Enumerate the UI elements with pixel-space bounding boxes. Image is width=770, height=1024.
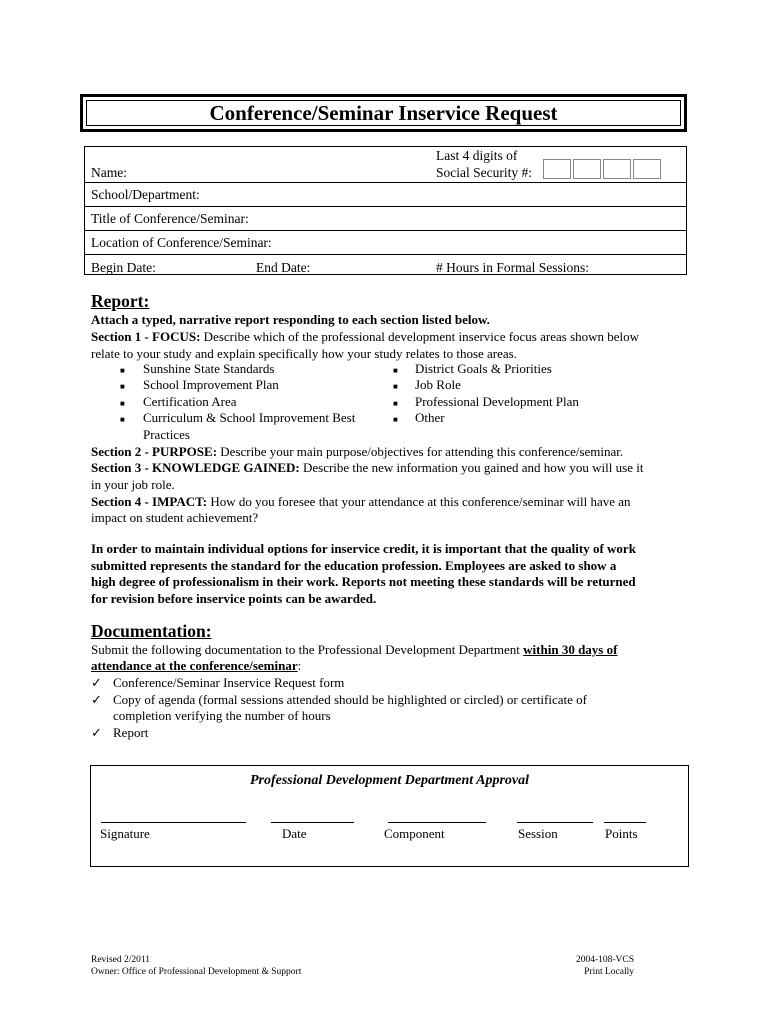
- revised-date: Revised 2/2011: [91, 955, 151, 965]
- colon-text: :: [297, 658, 302, 673]
- section-3-text: Describe the new information you gained and how you will use it: [299, 460, 644, 475]
- checkmark-icon: ✓: [91, 725, 102, 740]
- report-heading: Report:: [91, 291, 150, 311]
- signature-label: Signature: [100, 826, 150, 841]
- notice-line: submitted represents the standard for the education profession. Employees are asked to show a: [91, 557, 617, 573]
- section-2-text: Describe your main purpose/objectives for attending this conference/seminar.: [217, 444, 624, 459]
- title-box-inner: [86, 100, 681, 126]
- points-line[interactable]: [604, 822, 646, 823]
- ssn-digit-4-field[interactable]: [633, 159, 661, 179]
- doc-item: Report: [113, 725, 149, 740]
- component-line[interactable]: [388, 822, 486, 823]
- conference-title-label: Title of Conference/Seminar:: [91, 211, 249, 226]
- end-date-label: End Date:: [256, 260, 311, 275]
- section-3-label: Section 3 - KNOWLEDGE GAINED:: [91, 460, 300, 475]
- section-2: [91, 444, 623, 461]
- notice-line: for revision before inservice points can be awarded.: [91, 590, 377, 606]
- form-row-dates[interactable]: [85, 255, 686, 274]
- request-form: [84, 146, 687, 275]
- ssn-label-line-2: Social Security #:: [436, 165, 532, 180]
- footer-left: [91, 954, 301, 978]
- ssn-label-line-1: Last 4 digits of: [436, 148, 518, 163]
- section-4-text: How do you foresee that your attendance at this conference/seminar will have an: [207, 494, 631, 509]
- documentation-intro-text: Submit the following documentation to the Professional Development Department: [91, 642, 524, 657]
- signature-line[interactable]: [101, 822, 246, 823]
- doc-item-cont: completion verifying the number of hours: [113, 708, 331, 723]
- footer-right: [576, 954, 634, 978]
- approval-title: Professional Development Department Approval: [249, 773, 530, 788]
- form-row-name: [85, 147, 686, 183]
- approval-box: [90, 765, 689, 867]
- focus-item: School Improvement Plan: [143, 377, 279, 392]
- component-label: Component: [384, 826, 445, 841]
- documentation-intro: [91, 642, 617, 659]
- quality-notice: [91, 541, 636, 607]
- session-label: Session: [518, 826, 558, 841]
- section-1-text-cont: relate to your study and explain specifically how your study relates to those areas.: [91, 346, 517, 361]
- checkmark-icon: ✓: [91, 675, 102, 690]
- deadline-text: within 30 days of: [523, 642, 618, 657]
- bullet-icon: ■: [120, 382, 125, 391]
- points-label: Points: [605, 826, 638, 841]
- ssn-digit-2-field[interactable]: [573, 159, 601, 179]
- session-line[interactable]: [517, 822, 593, 823]
- section-4: [91, 494, 631, 511]
- focus-item: Job Role: [415, 377, 461, 392]
- print-note: Print Locally: [584, 967, 634, 977]
- page-title: Conference/Seminar Inservice Request: [209, 100, 558, 125]
- form-row-conference-title[interactable]: [85, 207, 686, 231]
- documentation-heading: Documentation:: [91, 621, 212, 641]
- notice-line: In order to maintain individual options for inservice credit, it is important that the quality of work: [91, 541, 636, 556]
- section-2-label: Section 2 - PURPOSE:: [91, 444, 218, 459]
- checkmark-icon: ✓: [91, 692, 102, 707]
- name-label: Name:: [91, 165, 127, 180]
- section-3: [91, 460, 643, 477]
- owner-text: Owner: Office of Professional Development & Support: [91, 967, 302, 977]
- school-label: School/Department:: [91, 187, 200, 202]
- date-line[interactable]: [271, 822, 354, 823]
- section-1-label: Section 1 - FOCUS:: [91, 329, 201, 344]
- doc-item: Copy of agenda (formal sessions attended should be highlighted or circled) or certificate of: [113, 692, 587, 707]
- form-row-location[interactable]: [85, 231, 686, 255]
- focus-item: Curriculum & School Improvement Best: [143, 410, 356, 425]
- bullet-icon: ■: [393, 399, 398, 408]
- begin-date-label: Begin Date:: [91, 260, 156, 275]
- bullet-icon: ■: [393, 415, 398, 424]
- bullet-icon: ■: [120, 366, 125, 375]
- focus-item-cont: Practices: [143, 427, 190, 442]
- bullet-icon: ■: [393, 382, 398, 391]
- location-label: Location of Conference/Seminar:: [91, 235, 272, 250]
- focus-item: Certification Area: [143, 394, 237, 409]
- notice-line: high degree of professionalism in their work. Reports not meeting these standards will be returned: [91, 574, 636, 589]
- report-intro: Attach a typed, narrative report responding to each section listed below.: [91, 312, 490, 327]
- bullet-icon: ■: [120, 399, 125, 408]
- form-code: 2004-108-VCS: [575, 955, 634, 965]
- title-box: [80, 94, 687, 132]
- focus-item: Other: [415, 410, 445, 425]
- hours-label: # Hours in Formal Sessions:: [436, 260, 590, 275]
- documentation-intro-cont: [91, 658, 301, 675]
- focus-item: Sunshine State Standards: [143, 361, 275, 376]
- ssn-digit-3-field[interactable]: [603, 159, 631, 179]
- ssn-digit-1-field[interactable]: [543, 159, 571, 179]
- deadline-text-cont: attendance at the conference/seminar: [91, 658, 298, 673]
- bullet-icon: ■: [120, 415, 125, 424]
- section-4-text-cont: impact on student achievement?: [91, 510, 259, 525]
- section-4-label: Section 4 - IMPACT:: [91, 494, 208, 509]
- focus-item: District Goals & Priorities: [415, 361, 552, 376]
- section-1: [91, 329, 639, 346]
- section-1-text: Describe which of the professional development inservice focus areas shown below: [200, 329, 640, 344]
- bullet-icon: ■: [393, 366, 398, 375]
- doc-item: Conference/Seminar Inservice Request form: [113, 675, 345, 690]
- date-label: Date: [282, 826, 307, 841]
- form-row-school[interactable]: [85, 183, 686, 207]
- section-3-text-cont: in your job role.: [91, 477, 175, 492]
- focus-item: Professional Development Plan: [415, 394, 579, 409]
